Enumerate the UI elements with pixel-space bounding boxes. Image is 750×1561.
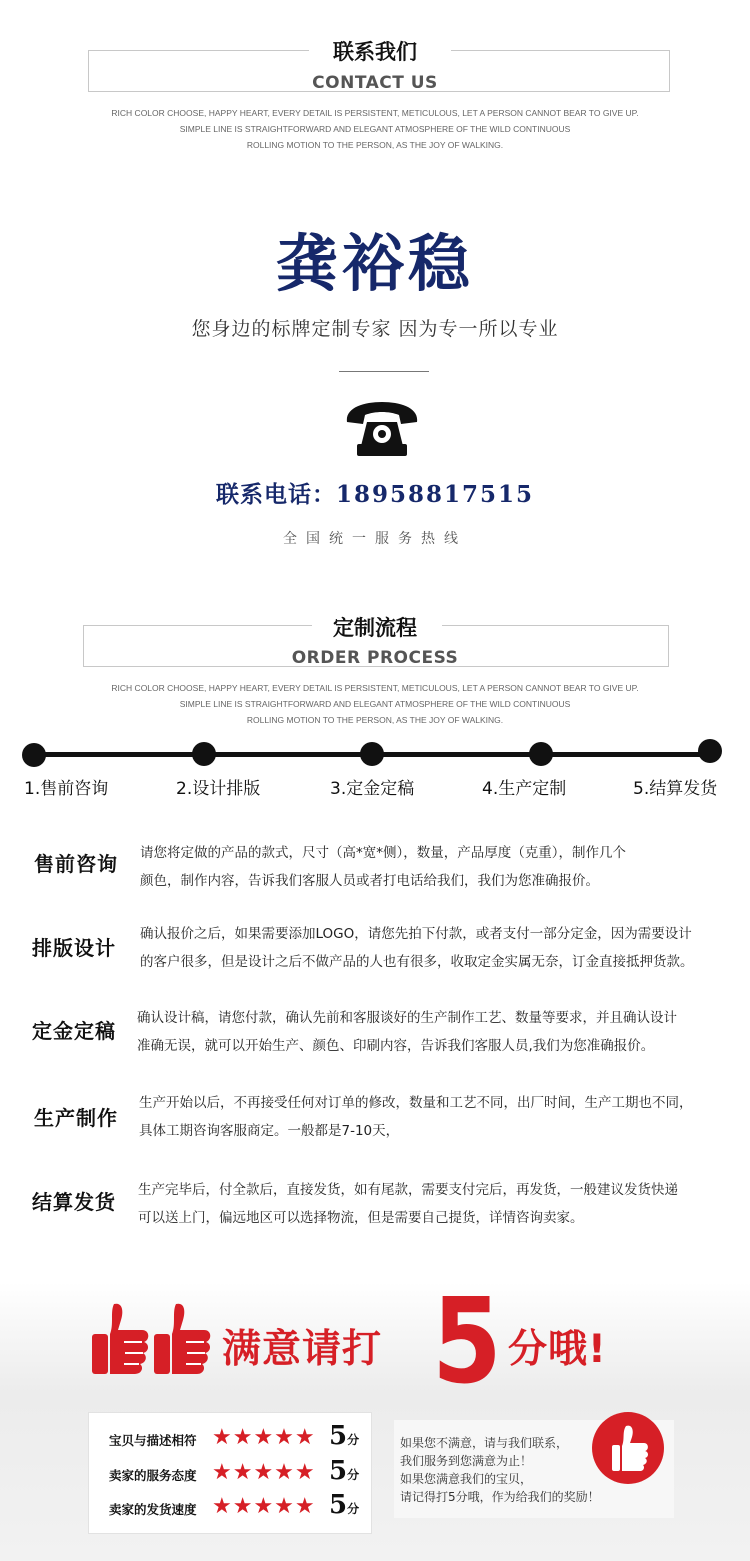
step-line: 生产开始以后，不再接受任何对订单的修改，数量和工艺不同，出厂时间，生产工期也不同， xyxy=(139,1095,693,1111)
step-line: 的客户很多，但是设计之后不做产品的人也有很多，收取定金实属无奈，订金直接抵押货款。 xyxy=(140,954,694,970)
star-icons: ★★★★★ xyxy=(212,1494,316,1519)
rating-label: 宝贝与描述相符 xyxy=(109,1433,197,1448)
timeline-label: 3.定金定稿 xyxy=(330,779,415,799)
telephone-icon xyxy=(343,400,421,458)
banner-headline-right: 分哦! xyxy=(508,1327,607,1372)
step-title: 生产制作 xyxy=(34,1106,118,1130)
phone-label: 联系电话： xyxy=(215,481,336,508)
tagline-line: ROLLING MOTION TO THE PERSON, AS THE JOY OF WALKING. xyxy=(246,715,504,725)
rating-score: 5分 xyxy=(329,1490,360,1520)
timeline-dot xyxy=(698,739,722,763)
tagline-line: RICH COLOR CHOOSE, HAPPY HEART, EVERY DETAIL IS PERSISTENT, METICULOUS, LET A PERSON CANNOT BEAR TO GIVE UP. xyxy=(111,683,639,693)
banner-headline-left: 满意请打 xyxy=(222,1327,383,1372)
step-description xyxy=(140,920,694,976)
divider xyxy=(339,371,429,372)
note-line: 如果您满意我们的宝贝， xyxy=(400,1472,533,1486)
step-title: 结算发货 xyxy=(32,1190,116,1214)
timeline-dot xyxy=(360,742,384,766)
contact-phone xyxy=(0,476,750,509)
step-line: 可以送上门，偏远地区可以选择物流，但是需要自己提货，详情咨询卖家。 xyxy=(138,1210,584,1226)
step-description xyxy=(139,1089,693,1145)
step-line: 请您将定做的产品的款式，尺寸（高*宽*侧），数量，产品厚度（克重），制作几个 xyxy=(140,845,626,861)
timeline-dot xyxy=(529,742,553,766)
timeline-dot xyxy=(22,743,46,767)
step-title: 定金定稿 xyxy=(32,1019,116,1043)
timeline-label: 5.结算发货 xyxy=(633,779,718,799)
rating-label: 卖家的发货速度 xyxy=(109,1502,197,1517)
tagline-line: SIMPLE LINE IS STRAIGHTFORWARD AND ELEGANT ATMOSPHERE OF THE WILD CONTINUOUS xyxy=(179,124,571,134)
rating-score: 5分 xyxy=(329,1421,360,1451)
brand-name: 龚裕稳 xyxy=(275,227,474,300)
banner-headline-five: 5 xyxy=(432,1272,502,1410)
timeline-label: 4.生产定制 xyxy=(482,779,567,799)
note-line: 如果您不满意，请与我们联系， xyxy=(400,1436,569,1450)
rating-score: 5分 xyxy=(329,1456,360,1486)
process-title-cn: 定制流程 xyxy=(333,616,417,640)
step-line: 具体工期咨询客服商定。一般都是7-10天， xyxy=(139,1123,400,1139)
process-tagline xyxy=(0,680,750,728)
brand-slogan: 您身边的标牌定制专家 因为专一所以专业 xyxy=(191,318,559,340)
step-line: 确认设计稿，请您付款，确认先前和客服谈好的生产制作工艺、数量等要求，并且确认设计 xyxy=(137,1010,677,1026)
note-line: 我们服务到您满意为止！ xyxy=(400,1454,533,1468)
tagline-line: ROLLING MOTION TO THE PERSON, AS THE JOY OF WALKING. xyxy=(246,140,504,150)
contact-title-cn: 联系我们 xyxy=(333,40,417,64)
tagline-line: SIMPLE LINE IS STRAIGHTFORWARD AND ELEGANT ATMOSPHERE OF THE WILD CONTINUOUS xyxy=(179,699,571,709)
thumbs-up-icon xyxy=(150,1300,216,1378)
star-icons: ★★★★★ xyxy=(212,1460,316,1485)
thumbs-up-icon xyxy=(88,1300,154,1378)
rating-label: 卖家的服务态度 xyxy=(109,1468,197,1483)
step-title: 售前咨询 xyxy=(34,852,118,876)
star-icons: ★★★★★ xyxy=(212,1425,316,1450)
tagline-line: RICH COLOR CHOOSE, HAPPY HEART, EVERY DETAIL IS PERSISTENT, METICULOUS, LET A PERSON CANNOT BEAR TO GIVE UP. xyxy=(111,108,639,118)
step-title: 排版设计 xyxy=(32,936,116,960)
step-line: 确认报价之后，如果需要添加LOGO，请您先拍下付款，或者支付一部分定金，因为需要设计 xyxy=(140,926,692,942)
contact-tagline xyxy=(0,105,750,153)
step-description xyxy=(138,1176,678,1232)
step-description xyxy=(140,839,626,895)
timeline-label: 2.设计排版 xyxy=(176,779,261,799)
timeline-dot xyxy=(192,742,216,766)
note-line: 请记得打5分哦，作为给我们的奖励！ xyxy=(400,1490,600,1504)
thumbs-up-icon xyxy=(592,1412,664,1484)
process-title-en: ORDER PROCESS xyxy=(291,648,459,668)
thumbs-up-badge xyxy=(592,1412,664,1484)
step-description xyxy=(137,1004,677,1060)
step-line: 颜色，制作内容，告诉我们客服人员或者打电话给我们，我们为您准确报价。 xyxy=(140,873,599,889)
hotline-text: 全国统一服务热线 xyxy=(283,531,467,547)
timeline-label: 1.售前咨询 xyxy=(24,779,109,799)
contact-title-en: CONTACT US xyxy=(312,73,438,93)
step-line: 生产完毕后，付全款后，直接发货，如有尾款，需要支付完后，再发货，一般建议发货快递 xyxy=(138,1182,678,1198)
step-line: 准确无误，就可以开始生产、颜色、印刷内容，告诉我们客服人员,我们为您准确报价。 xyxy=(137,1038,655,1054)
phone-number[interactable]: 18958817515 xyxy=(335,481,535,508)
rating-box xyxy=(88,1412,372,1534)
